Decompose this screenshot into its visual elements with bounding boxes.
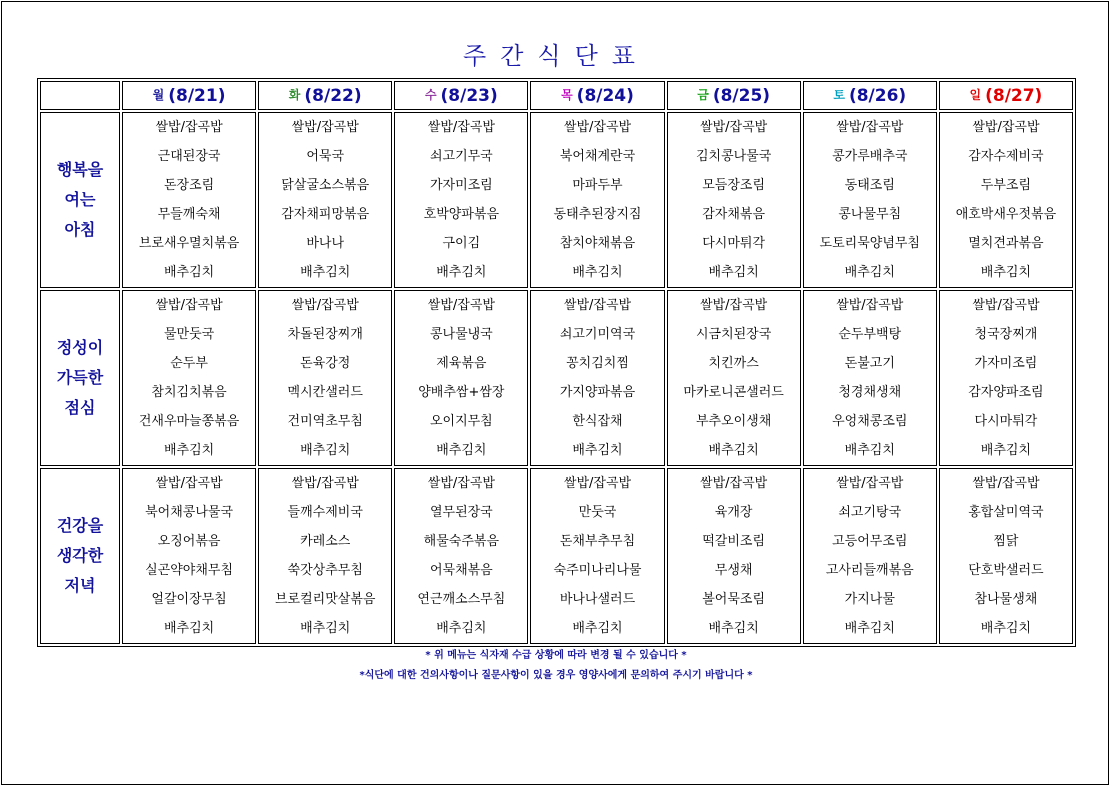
dish-item: 쌀밥/잡곡밥 (563, 476, 632, 491)
dish-item: 브로컬리맛살볶음 (274, 592, 376, 607)
dish-item: 다시마튀각 (974, 414, 1038, 429)
dish-item: 떡갈비조림 (702, 534, 766, 549)
menu-cell (394, 290, 528, 466)
meal-rows (40, 112, 1073, 644)
weekday-icon: 수 (424, 87, 437, 102)
menu-cell (530, 112, 664, 288)
dish-list (804, 113, 936, 287)
dish-item: 모듬장조림 (702, 178, 766, 193)
day-header (667, 81, 801, 110)
dish-item: 배추김치 (980, 621, 1032, 636)
dish-item: 구이김 (442, 236, 481, 251)
dish-item: 쌀밥/잡곡밥 (972, 120, 1040, 135)
day-header (803, 81, 937, 110)
menu-cell (258, 290, 392, 466)
day-date: (8/22) (304, 85, 362, 106)
dish-list (123, 113, 255, 287)
dish-item: 무들깨숙채 (157, 207, 221, 222)
dish-item: 실곤약야채무침 (145, 563, 234, 578)
dish-item: 쇠고기무국 (429, 149, 493, 164)
dish-list (940, 113, 1072, 287)
dish-item: 동태조림 (844, 178, 895, 193)
dish-item: 순두부백탕 (838, 327, 902, 342)
day-header (122, 81, 256, 110)
dish-item: 가자미조림 (974, 356, 1038, 371)
dish-item: 배추김치 (436, 265, 487, 280)
menu-cell (667, 468, 801, 644)
dish-item: 치킨까스 (708, 356, 759, 371)
dish-item: 쌀밥/잡곡밥 (700, 298, 768, 313)
menu-cell (939, 290, 1073, 466)
dish-list (395, 291, 527, 465)
meal-row (40, 112, 1073, 288)
dish-item: 닭살굴소스볶음 (281, 178, 370, 193)
menu-cell (667, 112, 801, 288)
dish-item: 볼어묵조림 (702, 592, 766, 607)
dish-item: 콩가루배추국 (832, 149, 908, 164)
dish-item: 북어채계란국 (559, 149, 636, 164)
dish-item: 돈장조림 (163, 178, 215, 193)
dish-list (531, 291, 663, 465)
meal-label-line: 생각한 (56, 546, 104, 565)
weekday-icon: 월 (152, 87, 165, 102)
dish-item: 배추김치 (436, 621, 487, 636)
corner-cell (40, 81, 120, 110)
menu-cell (939, 112, 1073, 288)
dish-item: 쌀밥/잡곡밥 (563, 120, 632, 135)
dish-item: 가지나물 (844, 592, 895, 607)
dish-item: 우엉채콩조림 (832, 414, 908, 429)
meal-label-line: 저녁 (64, 576, 96, 595)
dish-item: 시금치된장국 (695, 327, 772, 342)
menu-cell (803, 290, 937, 466)
dish-item: 만둣국 (578, 505, 617, 520)
menu-cell (667, 290, 801, 466)
dish-item: 쌀밥/잡곡밥 (972, 298, 1040, 313)
dish-list (940, 291, 1072, 465)
dish-item: 콩나물냉국 (429, 327, 493, 342)
menu-cell (122, 112, 256, 288)
dish-item: 두부조림 (980, 178, 1032, 193)
dish-item: 물만둣국 (163, 327, 215, 342)
dish-item: 들깨수제비국 (287, 505, 363, 520)
dish-list (395, 469, 527, 643)
dish-item: 배추김치 (980, 443, 1032, 458)
dish-item: 배추김치 (572, 443, 623, 458)
dish-list (259, 113, 391, 287)
dish-list (259, 291, 391, 465)
dish-list (804, 291, 936, 465)
dish-item: 배추김치 (708, 265, 759, 280)
day-date: (8/24) (576, 85, 634, 106)
meal-label (40, 112, 120, 288)
dish-item: 차돌된장찌개 (287, 327, 363, 342)
dish-item: 오징어볶음 (157, 534, 221, 549)
dish-item: 참나물생채 (974, 592, 1038, 607)
weekly-menu-table (37, 78, 1076, 647)
weekday-icon: 화 (288, 87, 301, 102)
dish-item: 건새우마늘쫑볶음 (138, 414, 240, 429)
meal-row (40, 290, 1073, 466)
dish-item: 쇠고기탕국 (838, 505, 902, 520)
dish-item: 호박양파볶음 (423, 207, 500, 222)
dish-item: 열무된장국 (429, 505, 493, 520)
dish-item: 건미역초무침 (287, 414, 363, 429)
dish-item: 돈채부추무침 (559, 534, 636, 549)
dish-item: 카레소스 (300, 534, 351, 549)
meal-label-line: 정성이 (56, 338, 104, 357)
dish-item: 쌀밥/잡곡밥 (291, 476, 359, 491)
dish-item: 홍합살미역국 (968, 505, 1044, 520)
dish-item: 쌀밥/잡곡밥 (427, 120, 495, 135)
menu-cell (803, 112, 937, 288)
weekday-icon: 목 (561, 87, 573, 102)
menu-cell (258, 112, 392, 288)
day-date: (8/23) (440, 85, 498, 106)
notice-line: *식단에 대한 건의사항이나 질문사항이 있을 경우 영양사에게 문의하여 주시기 바랍니다 * (359, 670, 753, 681)
dish-item: 쑥갓상추무침 (287, 563, 363, 578)
dish-item: 배추김치 (300, 621, 351, 636)
meal-label-line: 건강을 (56, 516, 104, 535)
dish-list (123, 291, 255, 465)
dish-item: 쌀밥/잡곡밥 (563, 298, 632, 313)
dish-item: 쌀밥/잡곡밥 (972, 476, 1040, 491)
dish-item: 감자채볶음 (702, 207, 766, 222)
dish-item: 배추김치 (980, 265, 1032, 280)
dish-item: 돈육강정 (300, 356, 351, 371)
dish-list (531, 469, 663, 643)
day-header (258, 81, 392, 110)
dish-item: 애호박새우젓볶음 (955, 207, 1057, 222)
dish-item: 해물숙주볶음 (423, 534, 500, 549)
meal-label-line: 행복을 (56, 160, 104, 179)
day-header-sunday (939, 81, 1073, 110)
dish-item: 양배추쌈+쌈장 (418, 385, 505, 400)
dish-item: 순두부 (170, 356, 208, 371)
menu-cell (530, 468, 664, 644)
dish-item: 가지양파볶음 (559, 385, 636, 400)
meal-row (40, 468, 1073, 644)
dish-item: 쌀밥/잡곡밥 (700, 120, 768, 135)
dish-item: 배추김치 (708, 621, 759, 636)
dish-list (668, 291, 800, 465)
dish-item: 쌀밥/잡곡밥 (155, 298, 223, 313)
dish-list (804, 469, 936, 643)
dish-item: 쌀밥/잡곡밥 (155, 120, 223, 135)
dish-item: 배추김치 (844, 443, 895, 458)
meal-label (40, 468, 120, 644)
menu-cell (122, 468, 256, 644)
dish-item: 브로새우멸치볶음 (138, 236, 240, 251)
meal-label-line: 아침 (64, 220, 96, 239)
meal-label-line: 점심 (64, 398, 96, 417)
dish-item: 단호박샐러드 (968, 563, 1044, 578)
dish-item: 쌀밥/잡곡밥 (155, 476, 223, 491)
dish-item: 김치콩나물국 (695, 149, 772, 164)
page-title: 주간식단표 (463, 42, 649, 70)
meal-label (40, 290, 120, 466)
dish-item: 감자수제비국 (968, 149, 1044, 164)
dish-item: 북어채콩나물국 (145, 505, 234, 520)
menu-cell (122, 290, 256, 466)
dish-item: 동태추된장지짐 (553, 207, 642, 222)
dish-item: 배추김치 (163, 443, 215, 458)
weekday-icon: 금 (697, 87, 709, 102)
notice-line: * 위 메뉴는 식자재 수급 상황에 따라 변경 될 수 있습니다 * (425, 650, 687, 661)
dish-item: 쌀밥/잡곡밥 (427, 298, 495, 313)
dish-item: 근대된장국 (157, 149, 221, 164)
dish-item: 배추김치 (844, 621, 895, 636)
dish-item: 무생채 (714, 563, 753, 578)
dish-item: 쇠고기미역국 (559, 327, 636, 342)
dish-item: 얼갈이장무침 (151, 592, 227, 607)
day-header (530, 81, 664, 110)
menu-cell (939, 468, 1073, 644)
dish-item: 쌀밥/잡곡밥 (427, 476, 495, 491)
dish-item: 콩나물무침 (838, 207, 902, 222)
dish-item: 배추김치 (163, 621, 215, 636)
dish-list (259, 469, 391, 643)
dish-item: 육개장 (714, 505, 753, 520)
dish-item: 참치김치볶음 (151, 385, 227, 400)
dish-item: 연근깨소스무침 (417, 592, 506, 607)
dish-item: 오이지무침 (429, 414, 493, 429)
dish-list (531, 113, 663, 287)
day-date: (8/25) (712, 85, 771, 106)
menu-cell (530, 290, 664, 466)
dish-item: 배추김치 (300, 265, 351, 280)
dish-item: 쌀밥/잡곡밥 (836, 298, 904, 313)
dish-item: 쌀밥/잡곡밥 (291, 120, 359, 135)
weekday-icon: 일 (969, 87, 982, 102)
dish-item: 참치야채볶음 (559, 236, 636, 251)
dish-item: 부추오이생채 (695, 414, 772, 429)
dish-item: 가자미조림 (429, 178, 493, 193)
dish-item: 배추김치 (300, 443, 351, 458)
dish-item: 쌀밥/잡곡밥 (700, 476, 768, 491)
day-date: (8/26) (848, 85, 907, 106)
dish-item: 고등어무조림 (832, 534, 908, 549)
dish-item: 쌀밥/잡곡밥 (836, 476, 904, 491)
dish-item: 제육볶음 (436, 356, 487, 371)
day-date: (8/27) (985, 85, 1043, 106)
dish-item: 도토리묵양념무침 (819, 236, 920, 251)
dish-item: 배추김치 (844, 265, 895, 280)
dish-list (395, 113, 527, 287)
dish-item: 멸치견과볶음 (968, 236, 1044, 251)
dish-item: 바나나샐러드 (559, 592, 636, 607)
weekday-icon: 토 (833, 87, 845, 102)
dish-item: 고사리들깨볶음 (825, 563, 914, 578)
menu-cell (803, 468, 937, 644)
dish-item: 감자채피망볶음 (281, 207, 370, 222)
menu-page (1, 1, 1109, 785)
dish-list (123, 469, 255, 643)
dish-list (668, 113, 800, 287)
dish-item: 마카로니콘샐러드 (683, 385, 784, 400)
dish-item: 꽁치김치찜 (566, 356, 629, 371)
dish-item: 마파두부 (572, 178, 623, 193)
dish-item: 다시마튀각 (702, 236, 766, 251)
dish-item: 어묵국 (306, 149, 345, 164)
dish-item: 한식잡채 (572, 414, 623, 429)
dish-item: 청국장찌개 (974, 327, 1038, 342)
dish-item: 어묵채볶음 (429, 563, 493, 578)
day-date: (8/21) (168, 85, 226, 106)
menu-cell (258, 468, 392, 644)
dish-item: 배추김치 (572, 265, 623, 280)
dish-item: 배추김치 (572, 621, 623, 636)
meal-label-line: 가득한 (56, 368, 104, 387)
header-row (40, 81, 1073, 110)
dish-item: 숙주미나리나물 (553, 563, 642, 578)
dish-item: 바나나 (306, 236, 345, 251)
dish-item: 멕시칸샐러드 (287, 385, 363, 400)
menu-cell (394, 468, 528, 644)
dish-item: 청경채생채 (838, 385, 902, 400)
dish-list (940, 469, 1072, 643)
dish-item: 돈불고기 (844, 356, 895, 371)
dish-item: 쌀밥/잡곡밥 (836, 120, 904, 135)
dish-list (668, 469, 800, 643)
dish-item: 쌀밥/잡곡밥 (291, 298, 359, 313)
day-header (394, 81, 528, 110)
dish-item: 감자양파조림 (968, 385, 1044, 400)
dish-item: 찜닭 (993, 534, 1019, 549)
dish-item: 배추김치 (163, 265, 215, 280)
meal-label-line: 여는 (64, 190, 96, 209)
dish-item: 배추김치 (708, 443, 759, 458)
dish-item: 배추김치 (436, 443, 487, 458)
menu-cell (394, 112, 528, 288)
